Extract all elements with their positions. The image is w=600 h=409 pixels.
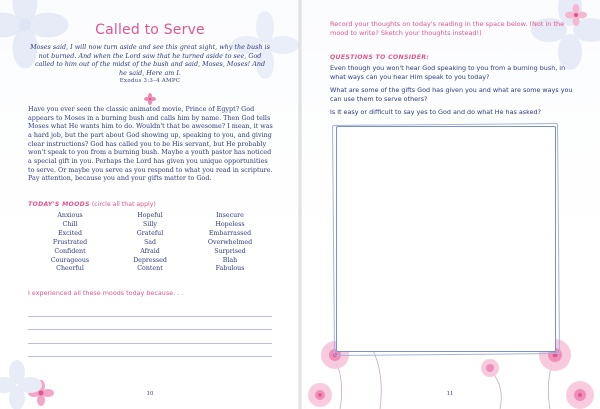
moods-column [30,212,110,274]
mood-option[interactable]: Courageous [50,256,90,264]
question-item: Even though you won't hear God speaking to you from a burning bush, in what ways can you hear Him speak to you today? [330,64,566,81]
moods-column [190,212,270,274]
mood-option[interactable]: Insecure [216,212,244,219]
questions-list [330,64,580,122]
record-prompt: Record your thoughts on today's reading in the space below. (Not in the mood to write? Sketch your thoughts instead!) [330,20,565,38]
mood-option[interactable]: Chill [62,220,78,228]
mood-option[interactable]: Excited [58,229,82,237]
question-item: What are some of the gifts God has given you and what are some ways you can use them to serve others? [330,86,573,103]
devotional-body: Have you ever seen the classic animated movie, Prince of Egypt? God appears to Moses in a burning bush and calls him by name. Then God tells Moses what He wants him to do. Wouldn't that be awesome? I mean, it was a hard job, but the part about God showing up, speaking to you, and giving clear instructions? God has called you to be His servant, but He probably won't speak to you from a burning bush. Maybe a youth pastor has noticed a special gift in you. Perhaps the Lord has given you unique opportunities to serve. Or maybe you serve as you respond to what you read in scripture. Pay attention, because you and your gifts matter to God. [28,105,273,183]
mood-option[interactable]: Sad [143,238,157,246]
mood-option[interactable]: Content [137,265,163,273]
mood-option[interactable]: Confident [54,247,86,255]
mood-option[interactable]: Embarrassed [208,229,252,237]
mood-option[interactable]: Fabulous [215,265,245,273]
mood-option[interactable]: Afraid [140,247,160,255]
mood-option[interactable]: Depressed [133,256,167,264]
question-item: Is it easy or difficult to say yes to God and do what He has asked? [330,108,541,117]
mood-option[interactable]: Frustrated [52,238,88,246]
sketch-area[interactable] [336,126,556,352]
mood-option[interactable]: Surprised [214,247,246,255]
mood-option[interactable]: Blah [222,256,238,264]
mood-option[interactable]: Hopeless [215,220,245,228]
moods-header [28,201,156,208]
writing-lines[interactable] [28,304,272,357]
writing-line[interactable] [28,330,272,343]
mood-option[interactable]: Overwhelmed [207,238,253,246]
questions-title: QUESTIONS TO CONSIDER: [330,54,430,61]
blue-flower-icon [0,360,42,409]
writing-line[interactable] [28,344,272,357]
mood-option[interactable]: Grateful [136,229,164,237]
moods-title: TODAY'S MOODS [28,201,90,208]
mood-option[interactable]: Hopeful [137,212,163,219]
mood-option[interactable]: Cheerful [56,265,84,273]
page-title: Called to Serve [95,22,205,38]
writing-line[interactable] [28,304,272,317]
scripture-reference: Exodus 3:3–4 AMPC [119,78,181,84]
page-number-right: 11 [446,391,454,397]
mood-option[interactable]: Anxious [57,212,83,219]
book-gutter [298,0,302,409]
scripture-quote: Moses said, I will now turn aside and see this great sight, why the bush is not burned. And when the Lord saw that he turned aside to see, God called to him out of the midst of the bush and said, Moses, Moses! And he said, Here am I. [30,43,270,77]
mood-option[interactable]: Silly [143,220,157,228]
page-number-left: 10 [146,391,154,397]
moods-instruction: (circle all that apply) [91,201,156,208]
moods-list [30,212,270,274]
moods-prompt: I experienced all these moods today because. . . [28,289,184,297]
moods-column [110,212,190,274]
writing-line[interactable] [28,317,272,330]
